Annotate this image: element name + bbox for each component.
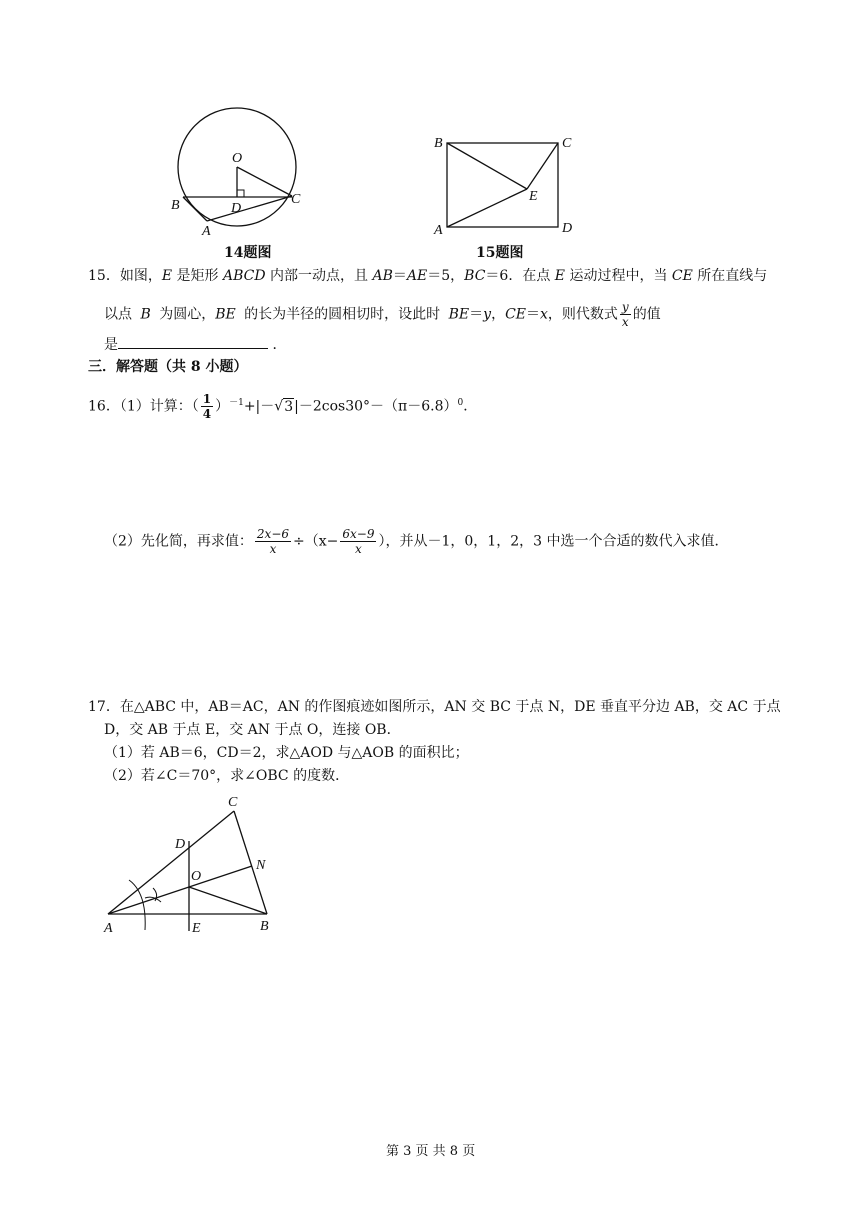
label-B: B [434, 136, 443, 151]
label-A: A [104, 921, 113, 936]
label-N: N [256, 858, 266, 873]
label-D: D [562, 221, 573, 236]
label-C: C [228, 795, 238, 810]
label-D: D [175, 837, 186, 852]
q16-part2: （2）先化简，再求值： $\frac{2x-6}{x}$ ÷（x− $\frac{6x-9}{x}$ ），并从－1，0，1，2，3 中选一个合适的数代入求值． [104, 527, 729, 556]
label-O: O [191, 869, 202, 884]
q17-sub2: （2）若∠C＝70°，求∠OBC 的度数． [104, 768, 350, 784]
q16-part1: 16．（1）计算：（ $\frac{1}{4}$ ）$^{-1}+|-√3|-2\cos 30^\circ-(\pi-6.8)^0$． [88, 392, 478, 421]
label-E: E [529, 189, 538, 204]
label-O: O [232, 151, 243, 166]
label-B: B [171, 198, 180, 213]
figure-15 [425, 128, 585, 240]
section-heading: 三．解答题（共 8 小题） [88, 359, 248, 375]
figure-14 [160, 90, 320, 250]
label-C: C [291, 192, 301, 207]
label-B: B [260, 919, 269, 934]
figure-17 [95, 790, 295, 940]
q17-line2: D，交 AB 于点 E，交 AN 于点 O，连接 OB． [104, 722, 401, 738]
fig14-caption: 14题图 [224, 245, 272, 261]
label-A: A [202, 224, 211, 239]
label-C: C [562, 136, 572, 151]
label-D: D [231, 201, 242, 216]
q15-line2: 以点 B 为圆心，BE 的长为半径的圆相切时，设此时 BE＝y，CE＝x，则代数式 $\frac{y}{x}$ 的值 [104, 300, 661, 329]
label-E: E [192, 921, 201, 936]
q15-line3: 是 ． [104, 334, 286, 355]
q17-sub1: （1）若 AB＝6，CD＝2，求△AOD 与△AOB 的面积比； [104, 745, 469, 761]
q17-line1: 17．在△ABC 中，AB＝AC，AN 的作图痕迹如图所示，AN 交 BC 于点 N，DE 垂直平分边 AB，交 AC 于点 [88, 699, 781, 715]
page-footer: 第 3 页 共 8 页 [386, 1144, 476, 1159]
fig15-caption: 15题图 [476, 245, 524, 261]
answer-blank[interactable] [118, 334, 268, 349]
label-A: A [434, 223, 443, 238]
q15-line1: 15．如图，E 是矩形 ABCD 内部一动点，且 AB＝AE＝5，BC＝6．在点 E 运动过程中，当 CE 所在直线与 [88, 268, 768, 284]
